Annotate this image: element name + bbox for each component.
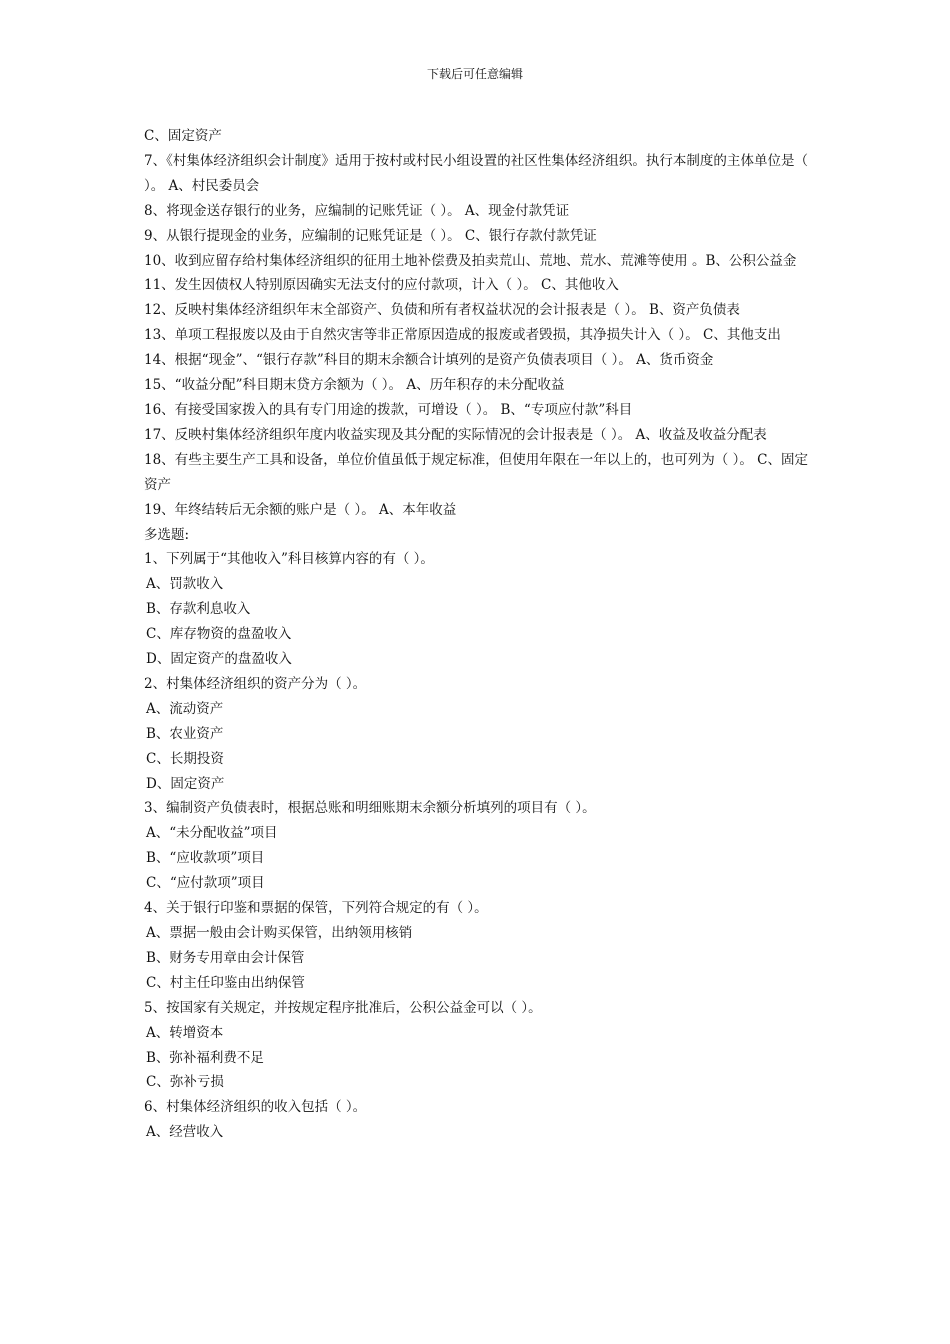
answer-option: D、固定资产的盘盈收入 [146,651,292,668]
answer-option: B、农业资产 [146,725,224,742]
answer-option: B、存款利息收入 [146,601,251,618]
answer-option: A、流动资产 [146,700,224,717]
answer-option: C、长期投资 [146,750,224,767]
answer-option: D、固定资产 [146,775,225,792]
answer-option: A、罚款收入 [146,576,224,593]
answer-option: A、转增资本 [146,1024,224,1041]
question-item: 2、村集体经济组织的资产分为（ ）。 [144,675,367,692]
question-item: 11、发生因债权人特别原因确实无法支付的应付款项，计入（ ）。 C、其他收入 [144,277,619,294]
question-item: 12、反映村集体经济组织年末全部资产、负债和所有者权益状况的会计报表是（ ）。 B、资产负债表 [144,302,740,319]
answer-option: C、库存物资的盘盈收入 [146,626,292,643]
question-item: 1、下列属于“其他收入”科目核算内容的有（ ）。 [144,551,434,568]
answer-option: B、“应收款项”项目 [146,850,265,867]
answer-option: C、“应付款项”项目 [146,875,265,892]
question-item: 8、将现金送存银行的业务，应编制的记账凭证（ ）。 A、现金付款凭证 [144,202,570,219]
question-item: 5、按国家有关规定，并按规定程序批准后，公积公益金可以（ ）。 [144,999,542,1016]
answer-option: A、经营收入 [146,1124,224,1141]
document-body [144,124,808,1145]
question-item: 16、有接受国家拨入的具有专门用途的拨款，可增设（ ）。 B、“专项应付款”科目 [144,401,633,418]
question-item: 9、从银行提现金的业务，应编制的记账凭证是（ ）。 C、银行存款付款凭证 [144,227,597,244]
answer-option: B、财务专用章由会计保管 [146,949,305,966]
question-item: 10、收到应留存给村集体经济组织的征用土地补偿费及拍卖荒山、荒地、荒水、荒滩等使用 。B、公积公益金 [144,252,797,269]
answer-option: A、票据一般由会计购买保管，出纳领用核销 [146,925,413,941]
question-item: 19、年终结转后无余额的账户是（ ）。 A、本年收益 [144,501,457,518]
text-line: C、固定资产 [144,128,222,144]
question-item: 14、根据“现金”、“银行存款”科目的期末余额合计填列的是资产负债表项目（ ）。 A、货币资金 [144,352,714,369]
answer-option: C、弥补亏损 [146,1074,224,1091]
question-item: 7、《村集体经济组织会计制度》适用于按村或村民小组设置的社区性集体经济组织。执行本制度的主体单位是（ ）。 A、村民委员会 [144,152,808,194]
page-header: 下载后可任意编辑 [426,67,523,81]
answer-option: C、村主任印鉴由出纳保管 [146,974,305,991]
section-heading: 多选题: [144,526,190,543]
question-item: 17、反映村集体经济组织年度内收益实现及其分配的实际情况的会计报表是（ ）。 A、收益及收益分配表 [144,426,767,443]
answer-option: A、“未分配收益”项目 [146,825,278,842]
question-item: 4、关于银行印鉴和票据的保管，下列符合规定的有（ ）。 [144,900,488,917]
question-item: 3、编制资产负债表时，根据总账和明细账期末余额分析填列的项目有（ ）。 [144,800,596,817]
answer-option: B、弥补福利费不足 [146,1049,264,1066]
question-item: 18、有些主要生产工具和设备，单位价值虽低于规定标准，但使用年限在一年以上的，也可列为（ ）。 C、固定资产 [144,451,808,493]
question-item: 6、村集体经济组织的收入包括（ ）。 [144,1099,367,1116]
question-item: 15、“收益分配”科目期末贷方余额为（ ）。 A、历年积存的未分配收益 [144,377,565,394]
question-item: 13、单项工程报废以及由于自然灾害等非正常原因造成的报废或者毁损，其净损失计入（ ）。 C、其他支出 [144,327,781,344]
